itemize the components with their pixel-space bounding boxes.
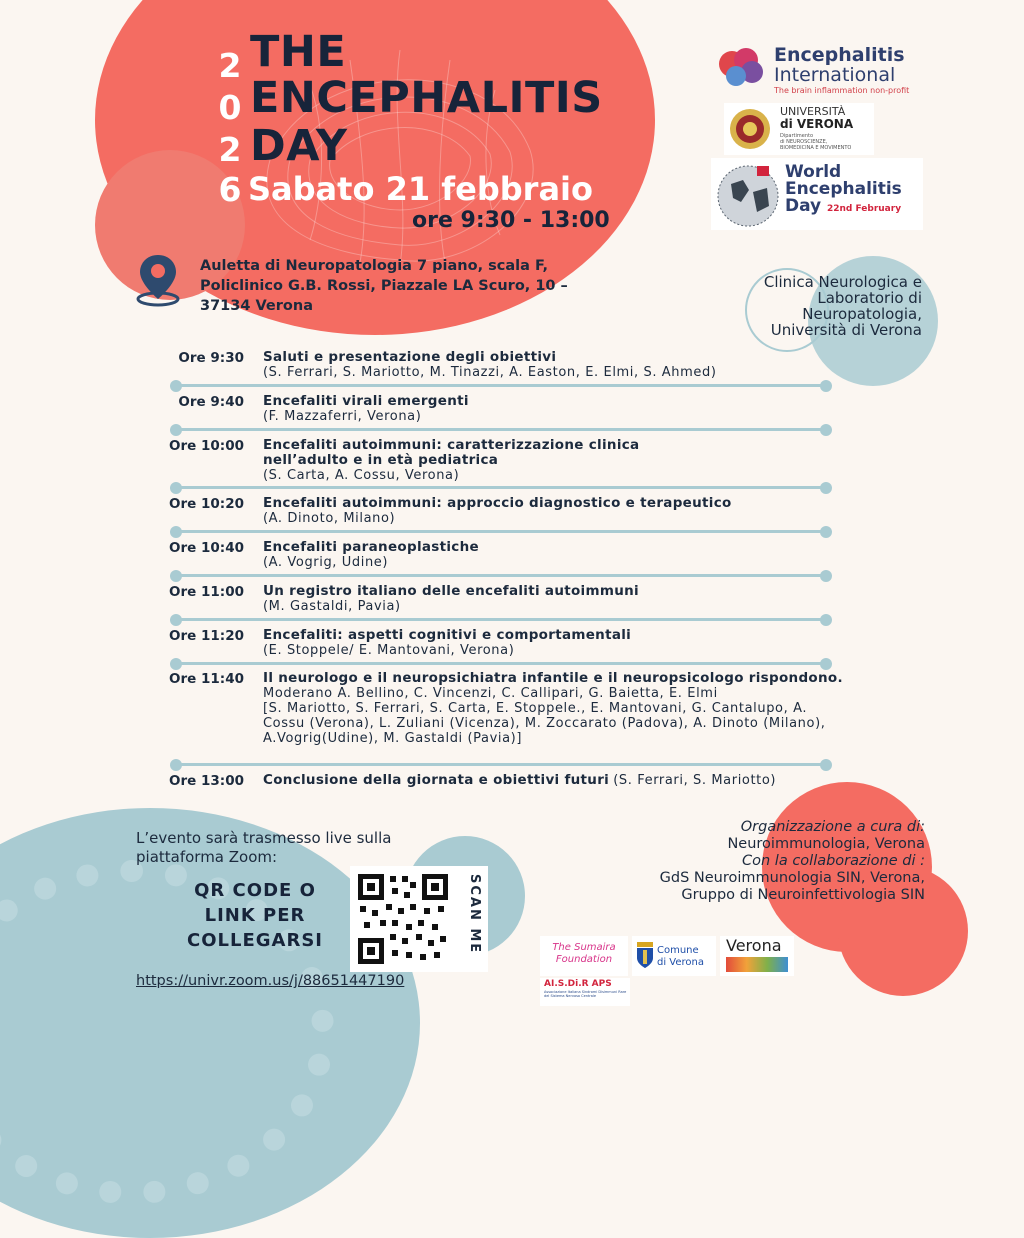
- wed-line2: Encephalitis: [785, 179, 902, 199]
- timeline-dot: [820, 424, 832, 436]
- timeline-dot: [820, 658, 832, 670]
- citta-verona-logo: [720, 936, 794, 976]
- schedule-time: Ore 13:00: [169, 773, 244, 789]
- timeline-dot: [170, 759, 182, 771]
- timeline-line: [174, 662, 828, 665]
- title-line-3: DAY: [250, 121, 348, 171]
- sumaira-foundation-logo: [540, 936, 628, 976]
- timeline-line: [174, 428, 828, 431]
- schedule-title: Encefaliti virali emergenti: [263, 393, 469, 409]
- timeline-dot: [820, 380, 832, 392]
- univr-logo: [724, 103, 874, 155]
- comune-verona-logo: [632, 936, 716, 976]
- schedule-time: Ore 11:20: [169, 628, 244, 644]
- timeline-dot: [170, 570, 182, 582]
- skyline-graphic: [726, 957, 788, 972]
- ei-name-2: International: [774, 64, 896, 86]
- aisdir-logo: [540, 978, 630, 1006]
- comune-line1: Comune: [657, 945, 699, 956]
- scan-me-label: SCAN ME: [467, 874, 482, 955]
- collab-2: Gruppo di Neuroinfettivologia SIN: [681, 887, 925, 903]
- schedule-speakers: (S. Ferrari, S. Mariotto): [613, 773, 777, 788]
- timeline-dot: [820, 759, 832, 771]
- univr-dept3: BIOMEDICINA E MOVIMENTO: [780, 145, 852, 151]
- qr-code-card[interactable]: [350, 866, 488, 972]
- schedule-time: Ore 9:30: [178, 350, 244, 366]
- timeline-line: [174, 486, 828, 489]
- coat-of-arms-icon: [636, 942, 654, 968]
- aisdir-title: AI.S.Di.R APS: [544, 979, 612, 989]
- schedule-moderators: Moderano A. Bellino, C. Vincenzi, C. Callipari, G. Baietta, E. Elmi: [263, 686, 718, 701]
- year-digit: 2: [218, 46, 242, 85]
- wed-line3: Day: [785, 196, 822, 216]
- timeline-dot: [170, 526, 182, 538]
- univr-line2: di VERONA: [780, 117, 854, 131]
- schedule-title: Un registro italiano delle encefaliti autoimmuni: [263, 583, 639, 599]
- event-time: ore 9:30 - 13:00: [412, 208, 610, 233]
- schedule-title: Encefaliti autoimmuni: caratterizzazione clinica nell’adulto e in età pediatrica: [263, 437, 640, 468]
- stream-info: L’evento sarà trasmesso live sulla piattaforma Zoom:: [136, 829, 392, 866]
- schedule-time: Ore 9:40: [178, 394, 244, 410]
- univr-dept2: di NEUROSCIENZE,: [780, 139, 828, 145]
- event-date: Sabato 21 febbraio: [248, 170, 593, 208]
- timeline-line: [174, 763, 828, 766]
- schedule-title: Encefaliti autoimmuni: approccio diagnostico e terapeutico: [263, 495, 732, 511]
- title-line-2: ENCEPHALITIS: [250, 73, 603, 123]
- citta-text: Verona: [726, 936, 782, 955]
- schedule-time: Ore 10:20: [169, 496, 244, 512]
- org-name: Neuroimmunologia, Verona: [727, 836, 925, 852]
- timeline-line: [174, 384, 828, 387]
- timeline-dot: [820, 526, 832, 538]
- ei-tagline: The brain inflammation non-profit: [774, 86, 910, 95]
- timeline-dot: [170, 614, 182, 626]
- schedule-speakers: (F. Mazzaferri, Verona): [263, 409, 422, 424]
- qr-code-icon[interactable]: [358, 874, 448, 964]
- zoom-link[interactable]: https://univr.zoom.us/j/88651447190: [136, 973, 405, 989]
- schedule-time: Ore 10:40: [169, 540, 244, 556]
- schedule-title: Encefaliti paraneoplastiche: [263, 539, 479, 555]
- university-seal-icon: [728, 107, 772, 151]
- univr-line1: UNIVERSITÀ: [780, 105, 846, 118]
- venue-address: Auletta di Neuropatologia 7 piano, scala F, Policlinico G.B. Rossi, Piazzale LA Scuro, 10 – 37134 Verona: [200, 258, 568, 314]
- schedule-speakers: (E. Stoppele/ E. Mantovani, Verona): [263, 643, 515, 658]
- year-digit: 2: [218, 130, 242, 169]
- aisdir-subtitle: Associazione Italiana Sindromi Disimmuni Rare del Sistema Nervoso Centrale: [544, 990, 627, 998]
- timeline-dot: [170, 424, 182, 436]
- ei-name-1: Encephalitis: [774, 44, 905, 66]
- schedule-time: Ore 10:00: [169, 438, 244, 454]
- schedule-title: Il neurologo e il neuropsichiatra infantile e il neuropsicologo rispondono.: [263, 670, 843, 686]
- schedule-title: Saluti e presentazione degli obiettivi: [263, 349, 557, 365]
- encephalitis-international-logo: [716, 44, 916, 94]
- schedule-title: Encefaliti: aspetti cognitivi e comportamentali: [263, 627, 632, 643]
- schedule-time: Ore 11:40: [169, 671, 244, 687]
- schedule-title: Conclusione della giornata e obiettivi futuri: [263, 772, 610, 788]
- timeline-dot: [820, 570, 832, 582]
- timeline-dot: [170, 658, 182, 670]
- brain-logo-icon: [716, 46, 768, 90]
- collab-1: GdS Neuroimmunologia SIN, Verona,: [659, 870, 925, 886]
- schedule-speakers: (A. Dinoto, Milano): [263, 511, 396, 526]
- timeline-dot: [820, 614, 832, 626]
- globe-icon: [713, 162, 783, 228]
- schedule-speakers: [S. Mariotto, S. Ferrari, S. Carta, E. Stoppele., E. Mantovani, G. Cantalupo, A. Cossu (Verona), L. Zuliani (Vicenza), M. Zoccarato (Padova), A. Dinoto (Milano), A.Vogrig(Udine), M. Gastaldi (Pavia)]: [263, 701, 826, 746]
- timeline-line: [174, 618, 828, 621]
- timeline-dot: [170, 482, 182, 494]
- comune-line2: di Verona: [657, 957, 704, 968]
- schedule-speakers: (A. Vogrig, Udine): [263, 555, 389, 570]
- univr-dept1: Dipartimento: [780, 133, 814, 139]
- org-label: Organizzazione a cura di:: [740, 819, 925, 835]
- organization-info: [620, 819, 925, 904]
- timeline-dot: [820, 482, 832, 494]
- year-digit: 0: [218, 88, 242, 127]
- location-pin-icon: [134, 251, 182, 307]
- wed-date: 22nd February: [827, 204, 902, 214]
- timeline-dot: [170, 380, 182, 392]
- schedule-speakers: (S. Carta, A. Cossu, Verona): [263, 468, 460, 483]
- collab-label: Con la collaborazione di :: [742, 853, 925, 869]
- title-line-1: THE: [250, 27, 347, 77]
- schedule-speakers: (M. Gastaldi, Pavia): [263, 599, 401, 614]
- year-digit: 6: [218, 170, 242, 209]
- timeline-line: [174, 574, 828, 577]
- sumaira-text: The Sumaira Foundation: [552, 942, 616, 965]
- qr-label: QR CODE O LINK PER COLLEGARSI: [187, 880, 323, 951]
- timeline-line: [174, 530, 828, 533]
- clinic-name: Clinica Neurologica e Laboratorio di Neuropatologia, Università di Verona: [763, 273, 922, 339]
- world-encephalitis-day-logo: [711, 158, 923, 230]
- schedule-time: Ore 11:00: [169, 584, 244, 600]
- schedule-speakers: (S. Ferrari, S. Mariotto, M. Tinazzi, A. Easton, E. Elmi, S. Ahmed): [263, 365, 717, 380]
- wed-line1: World: [785, 162, 842, 182]
